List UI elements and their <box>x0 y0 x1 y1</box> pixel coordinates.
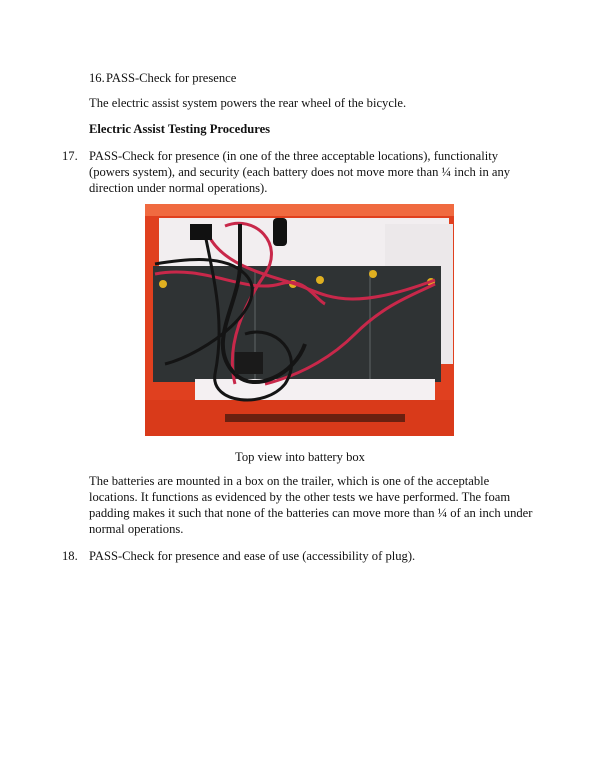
list-item-16 <box>62 70 532 86</box>
terminal <box>369 270 377 278</box>
box-rim <box>145 204 454 216</box>
list-number: 18. <box>62 549 78 563</box>
paragraph-batteries: The batteries are mounted in a box on the trailer, which is one of the acceptable locations. It functions as evidenced by the other tests we have performed. The foam padding makes it such that none of the batteries can move more than ¼ of an inch under normal operations. <box>89 474 533 536</box>
box-slot <box>225 414 405 422</box>
photo-illustration <box>145 204 454 436</box>
list-item-18 <box>62 548 532 564</box>
list-text: PASS-Check for presence and ease of use (accessibility of plug). <box>89 549 416 563</box>
plug <box>273 218 287 246</box>
paragraph-electric-assist: The electric assist system powers the rear wheel of the bicycle. <box>89 96 407 110</box>
terminal <box>316 276 324 284</box>
connector <box>190 224 212 240</box>
list-text: PASS-Check for presence (in one of the three acceptable locations), functionality (powers system), and security (each battery does not move more than ¼ inch in any direction under normal operations). <box>89 149 511 195</box>
figure-caption: Top view into battery box <box>235 450 365 464</box>
section-heading: Electric Assist Testing Procedures <box>89 122 271 136</box>
connector <box>235 352 263 374</box>
list-number: 16. <box>89 71 105 85</box>
list-text: PASS-Check for presence <box>106 71 237 85</box>
list-item-17 <box>62 148 532 196</box>
terminal <box>159 280 167 288</box>
battery-box-photo <box>145 204 454 436</box>
list-number: 17. <box>62 149 78 163</box>
